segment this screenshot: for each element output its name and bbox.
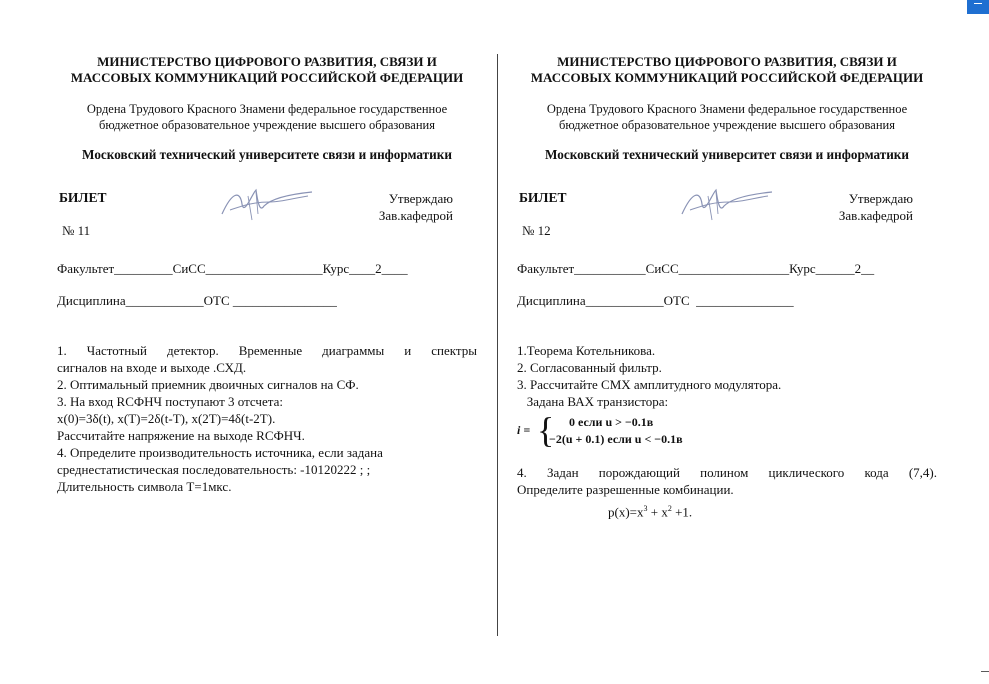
question-4c: Длительность символа T=1мкс. bbox=[57, 479, 232, 494]
polynomial: $p(x)=x^3 + x^2 +1$. bbox=[608, 504, 693, 520]
discipline-line: Дисциплина____________ОТС _______________ bbox=[517, 293, 794, 308]
ticket-number: № 11 bbox=[62, 223, 91, 238]
question-3b: x(0)=3δ(t), x(T)=2δ(t-T), x(2T)=4δ(t-2T). bbox=[57, 411, 276, 426]
ticket-12 bbox=[517, 54, 937, 520]
corner-mark bbox=[981, 671, 989, 672]
question-3c: Рассчитайте напряжение на выходе RCФНЧ. bbox=[57, 428, 305, 443]
question-1b: сигналов на входе и выходе .СХД. bbox=[57, 360, 247, 375]
question-1: 1.Теорема Котельникова. bbox=[517, 343, 656, 358]
approval-block: Утверждаю Зав.кафедрой bbox=[378, 191, 453, 223]
ticket-header bbox=[517, 190, 937, 246]
question-3: 3. Рассчитайте СМХ амплитудного модулятора. bbox=[517, 377, 782, 392]
ticket-header bbox=[57, 190, 477, 246]
formula-brace: { bbox=[537, 410, 555, 450]
order-text: Ордена Трудового Красного Знамени федеральное государственное бюджетное образовательное учреждение высшего образования bbox=[86, 102, 448, 132]
ticket-title: БИЛЕТ bbox=[519, 190, 567, 205]
vah-formula bbox=[517, 412, 937, 452]
faculty-line: Факультет_________СиСС__________________Курс____2____ bbox=[57, 261, 408, 276]
question-3b: Задана ВАХ транзистора: bbox=[517, 394, 669, 409]
formula-row-1: 0 если u > −0.1в bbox=[569, 415, 654, 429]
ticket-title: БИЛЕТ bbox=[59, 190, 107, 205]
question-2: 2. Согласованный фильтр. bbox=[517, 360, 662, 375]
order-text: Ордена Трудового Красного Знамени федеральное государственное бюджетное образовательное учреждение высшего образования bbox=[546, 102, 908, 132]
question-4b: Определите разрешенные комбинации. bbox=[517, 482, 734, 497]
question-4a: 4. Определите производительность источника, если задана bbox=[57, 445, 383, 460]
question-2: 2. Оптимальный приемник двоичных сигналов на СФ. bbox=[57, 377, 359, 392]
question-list bbox=[57, 342, 477, 495]
university-name: Московский технический университете связи и информатики bbox=[82, 147, 452, 162]
university-name: Московский технический университет связи и информатики bbox=[544, 147, 910, 162]
question-4b: среднестатистическая последовательность: -10120222 ; ; bbox=[57, 462, 371, 477]
formula-row-2: −2(u + 0.1) если u < −0.1в bbox=[549, 432, 683, 446]
question-1a: 1. Частотный детектор. Временные диаграммы и спектры bbox=[57, 343, 477, 358]
window-button[interactable] bbox=[967, 0, 989, 14]
ministry-header: МИНИСТЕРСТВО ЦИФРОВОГО РАЗВИТИЯ, СВЯЗИ И МАССОВЫХ КОММУНИКАЦИЙ РОССИЙСКОЙ ФЕДЕРАЦИИ bbox=[70, 54, 464, 85]
question-4a: 4. Задан порождающий полином циклического кода (7,4). bbox=[517, 465, 937, 480]
ticket-11 bbox=[57, 54, 477, 495]
approval-block: Утверждаю Зав.кафедрой bbox=[838, 191, 913, 223]
ticket-number: № 12 bbox=[522, 223, 551, 238]
ministry-header: МИНИСТЕРСТВО ЦИФРОВОГО РАЗВИТИЯ, СВЯЗИ И МАССОВЫХ КОММУНИКАЦИЙ РОССИЙСКОЙ ФЕДЕРАЦИИ bbox=[530, 54, 924, 85]
discipline-line: Дисциплина____________ОТС ________________ bbox=[57, 293, 337, 308]
formula-lhs: i = bbox=[517, 423, 531, 437]
question-3: 3. На вход RCФНЧ поступают 3 отсчета: bbox=[57, 394, 283, 409]
signature-image bbox=[212, 184, 317, 224]
page-divider bbox=[497, 54, 498, 636]
faculty-line: Факультет___________СиСС_________________Курс______2__ bbox=[517, 261, 875, 276]
signature-image bbox=[672, 184, 777, 224]
question-list bbox=[517, 342, 937, 520]
